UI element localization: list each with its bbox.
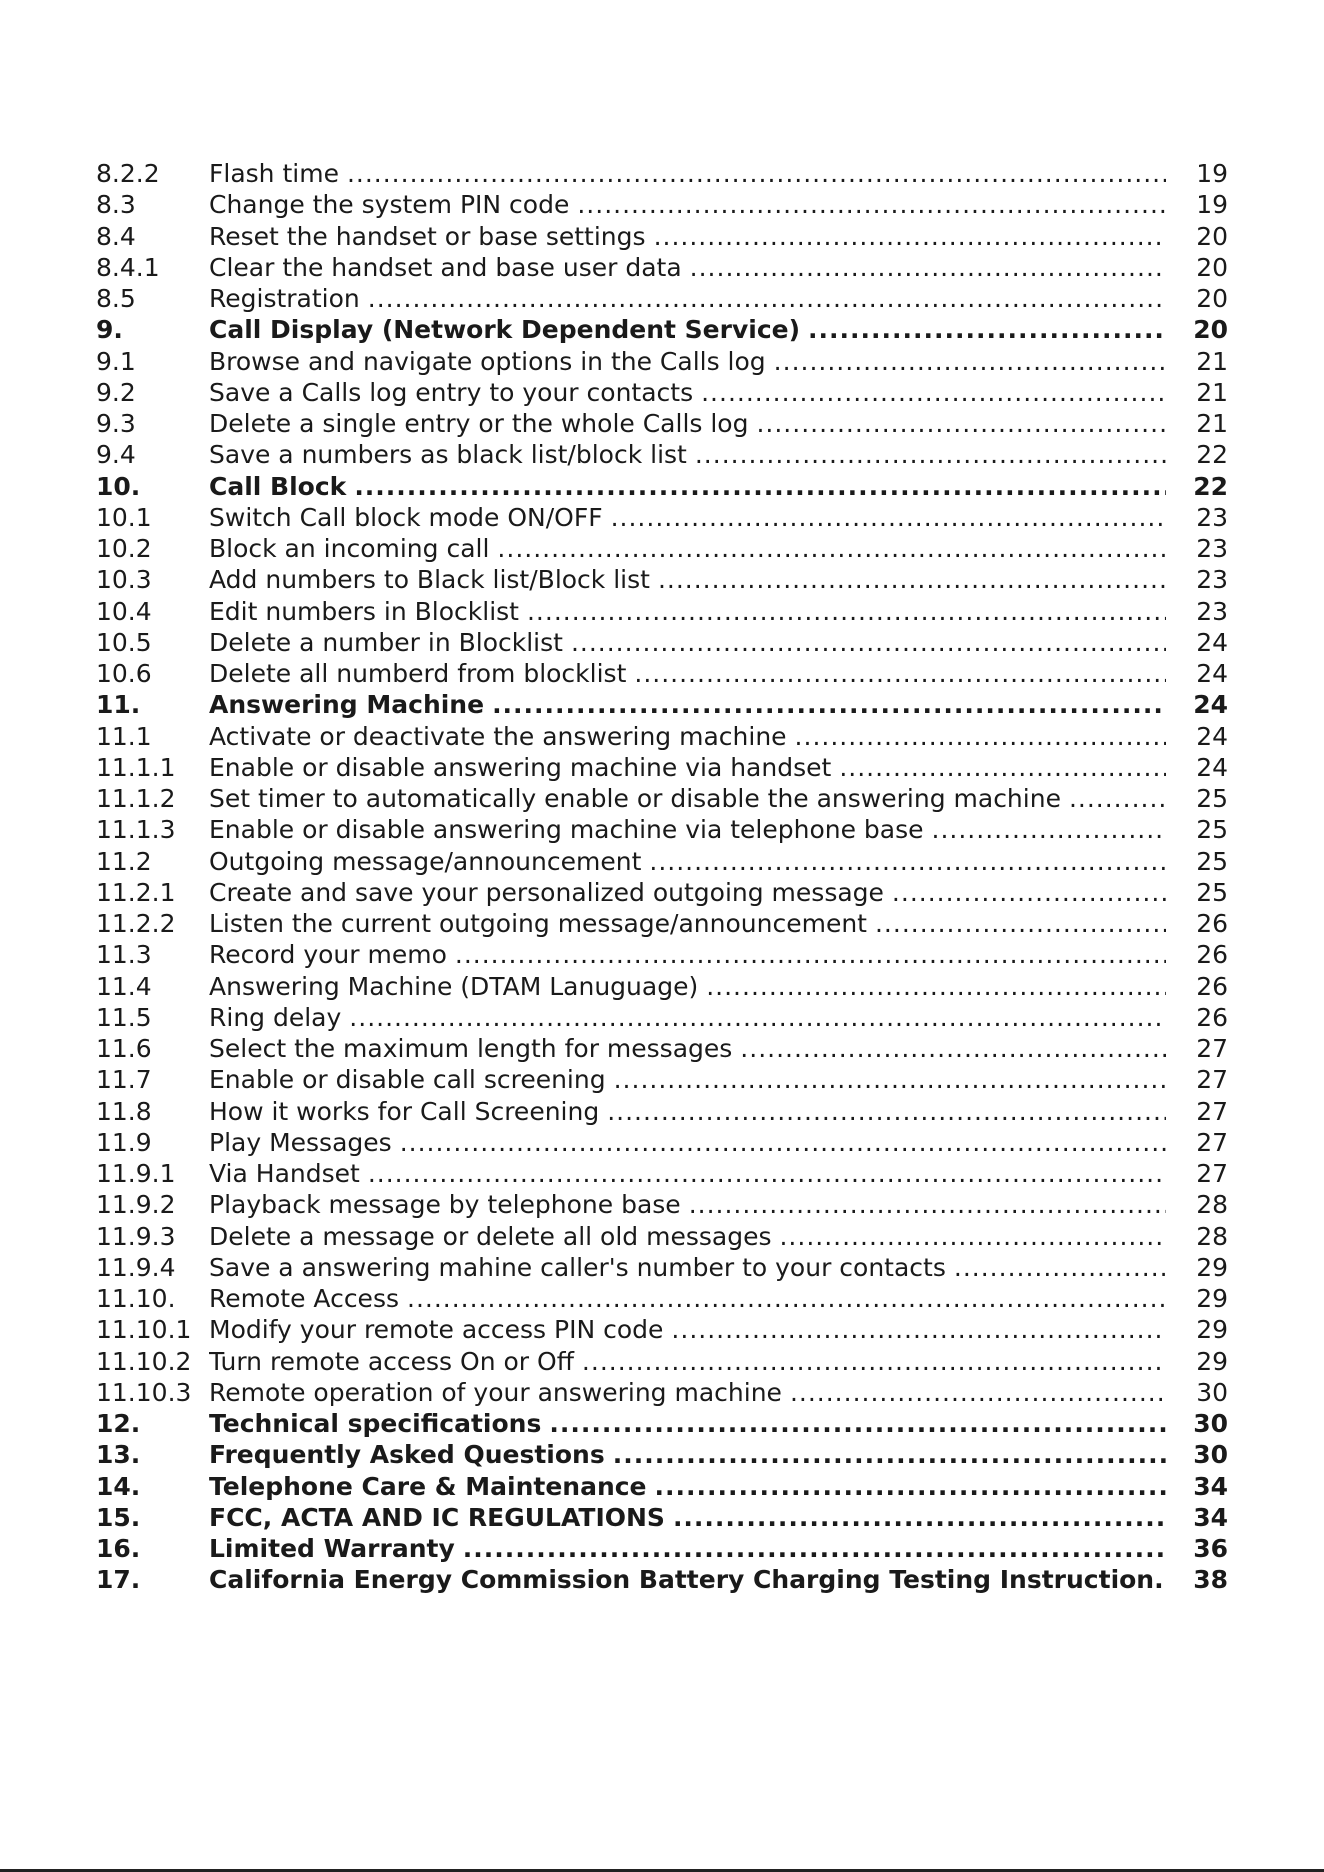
toc-subsection-row[interactable] [96,564,1228,595]
toc-entry-number: 10.3 [96,565,152,595]
toc-dot-leader [492,689,1166,720]
toc-entry-title: Remote Access [209,1284,399,1313]
toc-entry-title: Technical specifications [209,1409,542,1438]
toc-section-row[interactable] [96,471,1228,502]
toc-entry-number: 12. [96,1409,141,1438]
toc-subsection-row[interactable] [96,1346,1228,1377]
toc-section-row[interactable] [96,1564,1228,1595]
toc-dot-leader [790,1377,1166,1408]
toc-entry-page-number: 27 [1196,1159,1228,1188]
toc-entry-number: 10.6 [96,659,152,688]
toc-entry-page-number: 30 [1193,1409,1228,1438]
toc-subsection-row[interactable] [96,877,1228,908]
toc-entry-title-cell [209,1533,1166,1564]
toc-entry-title: Telephone Care & Maintenance [209,1471,647,1501]
toc-entry-title-cell [209,471,1166,502]
toc-dot-leader [613,1439,1166,1470]
toc-entry-title-cell [209,814,1166,845]
toc-dot-leader [400,1127,1166,1158]
toc-entry-page-number: 29 [1196,1284,1228,1313]
toc-entry-number: 11.10.1 [96,1315,192,1345]
toc-entry-page-number: 30 [1196,1377,1228,1407]
toc-entry-number: 10.1 [96,502,152,532]
toc-entry-page-number: 19 [1196,190,1228,220]
toc-section-row[interactable] [96,689,1228,720]
toc-dot-leader [774,346,1166,377]
toc-subsection-row[interactable] [96,408,1228,439]
toc-dot-leader [634,658,1166,689]
toc-entry-title: Save a Calls log entry to your contacts [209,377,694,407]
toc-entry-title-cell [209,252,1166,283]
toc-entry-page-number: 24 [1193,690,1228,720]
toc-entry-title-cell [209,1221,1166,1252]
toc-entry-title: Play Messages [209,1127,392,1157]
toc-entry-number: 11.1.3 [96,815,176,845]
toc-subsection-row[interactable] [96,1221,1228,1252]
toc-subsection-row[interactable] [96,377,1228,408]
toc-subsection-row[interactable] [96,814,1228,845]
toc-entry-title-cell [209,971,1166,1002]
toc-subsection-row[interactable] [96,283,1228,314]
toc-dot-leader [655,1471,1166,1502]
table-of-contents [96,158,1228,1596]
toc-entry-number: 15. [96,1502,141,1532]
toc-entry-title-cell [209,1252,1166,1283]
toc-dot-leader [756,408,1166,439]
toc-entry-page-number: 27 [1196,1096,1228,1126]
toc-entry-title-cell [209,564,1166,595]
toc-entry-number: 11.10. [96,1284,176,1313]
toc-entry-title-cell [209,221,1166,252]
toc-subsection-row[interactable] [96,752,1228,783]
toc-entry-number: 11.6 [96,1034,152,1063]
toc-entry-number: 11.2 [96,846,152,876]
toc-entry-number: 8.4.1 [96,252,160,282]
toc-entry-number: 11.2.2 [96,909,176,938]
toc-entry-page-number: 23 [1196,565,1228,595]
toc-entry-page-number: 28 [1196,1221,1228,1251]
toc-dot-leader [407,1283,1166,1314]
toc-entry-page-number: 34 [1193,1502,1228,1532]
toc-entry-title: Enable or disable answering machine via telephone base [209,815,924,845]
toc-entry-title: Activate or deactivate the answering machine [209,721,787,751]
toc-dot-leader [654,221,1166,252]
toc-subsection-row[interactable] [96,1033,1228,1064]
toc-entry-number: 14. [96,1471,141,1501]
toc-entry-page-number: 29 [1196,1346,1228,1376]
toc-entry-page-number: 23 [1196,534,1228,563]
toc-entry-number: 10.5 [96,627,152,657]
toc-entry-title: Answering Machine (DTAM Lanuguage) [209,971,699,1001]
toc-subsection-row[interactable] [96,846,1228,877]
toc-dot-leader [954,1252,1166,1283]
toc-dot-leader [611,502,1166,533]
toc-entry-title: Enable or disable call screening [209,1065,606,1095]
toc-entry-number: 11.1 [96,721,152,751]
toc-entry-number: 8.4 [96,221,136,251]
toc-entry-title-cell [209,314,1166,345]
toc-dot-leader [577,189,1166,220]
toc-entry-page-number: 36 [1193,1534,1228,1563]
toc-entry-title-cell [209,533,1166,564]
toc-entry-page-number: 21 [1196,377,1228,407]
toc-entry-number: 11.1.2 [96,784,176,813]
toc-dot-leader [695,439,1166,470]
toc-section-row[interactable] [96,314,1228,345]
toc-entry-number: 11.10.3 [96,1377,192,1407]
toc-dot-leader [795,721,1166,752]
toc-entry-title: Reset the handset or base settings [209,221,646,251]
toc-section-row[interactable] [96,1502,1228,1533]
toc-entry-title: Switch Call block mode ON/OFF [209,502,603,532]
toc-dot-leader [689,1189,1166,1220]
toc-entry-title-cell [209,158,1166,189]
toc-entry-title: Frequently Asked Questions [209,1440,605,1470]
toc-dot-leader [368,283,1166,314]
toc-entry-number: 8.5 [96,284,136,313]
toc-dot-leader [671,1314,1166,1345]
toc-entry-number: 11.2.1 [96,877,176,907]
toc-entry-page-number: 30 [1193,1440,1228,1470]
toc-entry-title-cell [209,658,1166,689]
toc-subsection-row[interactable] [96,971,1228,1002]
toc-entry-page-number: 26 [1196,940,1228,970]
toc-entry-title: Browse and navigate options in the Calls log [209,346,766,376]
toc-entry-page-number: 28 [1196,1190,1228,1220]
toc-dot-leader [779,1221,1166,1252]
toc-entry-title: Answering Machine [209,690,485,720]
toc-entry-title-cell [209,846,1166,877]
toc-entry-title: FCC, ACTA AND IC REGULATIONS [209,1502,665,1532]
toc-entry-title-cell [209,1439,1166,1470]
toc-entry-title-cell [209,908,1166,939]
toc-entry-title: Registration [209,284,360,313]
toc-entry-number: 17. [96,1565,141,1595]
toc-entry-title: Edit numbers in Blocklist [209,596,519,626]
toc-entry-page-number: 23 [1196,596,1228,626]
toc-subsection-row[interactable] [96,1189,1228,1220]
toc-entry-number: 9.1 [96,346,136,376]
toc-subsection-row[interactable] [96,533,1228,564]
toc-entry-title: Select the maximum length for messages [209,1034,733,1063]
toc-dot-leader [839,752,1166,783]
toc-entry-number: 11.9 [96,1127,152,1157]
toc-entry-number: 11.9.3 [96,1221,176,1251]
toc-entry-page-number: 20 [1196,284,1228,313]
toc-entry-page-number: 25 [1196,846,1228,876]
toc-entry-title-cell [209,1377,1166,1408]
toc-entry-title: Save a answering mahine caller's number to your contacts [209,1252,946,1282]
toc-entry-number: 13. [96,1440,141,1470]
toc-entry-number: 9. [96,315,123,345]
toc-entry-title-cell [209,877,1166,908]
toc-entry-title: Clear the handset and base user data [209,252,682,282]
toc-entry-title: Flash time [209,159,339,188]
toc-entry-number: 10. [96,471,141,501]
toc-subsection-row[interactable] [96,346,1228,377]
toc-entry-title-cell [209,346,1166,377]
toc-entry-title: Ring delay [209,1002,342,1032]
toc-entry-page-number: 22 [1196,440,1228,470]
toc-subsection-row[interactable] [96,221,1228,252]
toc-subsection-row[interactable] [96,596,1228,627]
toc-entry-title-cell [209,1096,1166,1127]
toc-entry-title-cell [209,689,1166,720]
toc-entry-number: 11.9.4 [96,1252,176,1282]
toc-entry-number: 10.4 [96,596,152,626]
toc-entry-title-cell [209,439,1166,470]
toc-entry-title-cell [209,1471,1166,1502]
toc-entry-title-cell [209,752,1166,783]
toc-subsection-row[interactable] [96,1377,1228,1408]
toc-entry-title-cell [209,1314,1166,1345]
toc-subsection-row[interactable] [96,908,1228,939]
toc-dot-leader [808,314,1166,345]
toc-dot-leader [571,627,1166,658]
toc-entry-title-cell [209,627,1166,658]
toc-entry-page-number: 29 [1196,1252,1228,1282]
toc-subsection-row[interactable] [96,1252,1228,1283]
toc-entry-page-number: 29 [1196,1315,1228,1345]
toc-dot-leader [607,1096,1166,1127]
toc-dot-leader [582,1346,1166,1377]
toc-entry-title: Delete all numberd from blocklist [209,659,627,688]
toc-entry-page-number: 24 [1196,721,1228,751]
toc-entry-title: Block an incoming call [209,534,490,563]
toc-entry-title: Turn remote access On or Off [209,1346,574,1376]
toc-dot-leader [875,908,1166,939]
toc-entry-title: Limited Warranty [209,1534,455,1563]
toc-entry-page-number: 27 [1196,1127,1228,1157]
toc-dot-leader [1069,783,1166,814]
toc-entry-title: Change the system PIN code [209,190,570,220]
toc-entry-number: 16. [96,1534,141,1563]
toc-section-row[interactable] [96,1408,1228,1439]
toc-entry-page-number: 26 [1196,1002,1228,1032]
toc-entry-number: 11.5 [96,1002,152,1032]
toc-dot-leader [673,1502,1166,1533]
toc-entry-title-cell [209,1064,1166,1095]
toc-subsection-row[interactable] [96,627,1228,658]
toc-entry-page-number: 38 [1193,1565,1228,1595]
toc-entry-title: California Energy Commission Battery Charging Testing Instruction. [209,1565,1164,1595]
toc-entry-title: Remote operation of your answering machine [209,1377,782,1407]
toc-entry-title: Call Block [209,471,347,501]
toc-dot-leader [892,877,1166,908]
toc-entry-title-cell [209,1408,1166,1439]
toc-dot-leader [347,158,1166,189]
toc-entry-number: 10.2 [96,534,152,563]
toc-entry-title: Add numbers to Black list/Block list [209,565,650,595]
toc-entry-title: Call Display (Network Dependent Service) [209,315,801,345]
toc-subsection-row[interactable] [96,658,1228,689]
toc-entry-title: Playback message by telephone base [209,1190,681,1220]
toc-section-row[interactable] [96,1471,1228,1502]
toc-entry-page-number: 24 [1196,627,1228,657]
toc-subsection-row[interactable] [96,252,1228,283]
toc-entry-title-cell [209,1283,1166,1314]
toc-entry-page-number: 21 [1196,409,1228,438]
toc-entry-title: Enable or disable answering machine via handset [209,752,832,782]
toc-dot-leader [549,1408,1166,1439]
toc-entry-title-cell [209,596,1166,627]
toc-subsection-row[interactable] [96,1314,1228,1345]
toc-entry-page-number: 25 [1196,877,1228,907]
toc-entry-title: Set timer to automatically enable or disable the answering machine [209,784,1061,813]
toc-entry-page-number: 34 [1193,1471,1228,1501]
toc-entry-page-number: 24 [1196,659,1228,688]
toc-entry-page-number: 25 [1196,784,1228,813]
toc-entry-title-cell [209,939,1166,970]
toc-subsection-row[interactable] [96,439,1228,470]
toc-subsection-row[interactable] [96,1283,1228,1314]
toc-entry-title: Record your memo [209,940,447,970]
toc-entry-number: 11.10.2 [96,1346,192,1376]
toc-entry-title: Save a numbers as black list/block list [209,440,687,470]
toc-entry-number: 11.9.2 [96,1190,176,1220]
toc-entry-title-cell [209,1033,1166,1064]
toc-dot-leader [368,1158,1166,1189]
toc-entry-title-cell [209,189,1166,220]
toc-entry-number: 9.2 [96,377,136,407]
toc-entry-title: Outgoing message/announcement [209,846,642,876]
toc-entry-number: 11.7 [96,1065,152,1095]
toc-entry-number: 11. [96,690,141,720]
toc-dot-leader [527,596,1166,627]
toc-subsection-row[interactable] [96,939,1228,970]
toc-subsection-row[interactable] [96,1158,1228,1189]
toc-subsection-row[interactable] [96,783,1228,814]
toc-section-row[interactable] [96,1439,1228,1470]
toc-entry-title-cell [209,377,1166,408]
toc-entry-page-number: 27 [1196,1065,1228,1095]
toc-entry-title-cell [209,783,1166,814]
toc-subsection-row[interactable] [96,1002,1228,1033]
toc-entry-title: Delete a message or delete all old messages [209,1221,772,1251]
toc-entry-number: 11.9.1 [96,1159,176,1188]
toc-dot-leader [455,939,1166,970]
toc-subsection-row[interactable] [96,189,1228,220]
toc-entry-page-number: 20 [1193,315,1228,345]
toc-entry-number: 11.3 [96,940,152,970]
toc-entry-title-cell [209,283,1166,314]
toc-entry-number: 11.8 [96,1096,152,1126]
toc-subsection-row[interactable] [96,1064,1228,1095]
toc-dot-leader [463,1533,1166,1564]
toc-entry-number: 11.1.1 [96,752,176,782]
toc-entry-title: Create and save your personalized outgoing message [209,877,884,907]
toc-dot-leader [706,971,1166,1002]
toc-entry-title-cell [209,1346,1166,1377]
toc-entry-title: Via Handset [209,1159,360,1188]
toc-subsection-row[interactable] [96,721,1228,752]
toc-entry-page-number: 26 [1196,971,1228,1001]
toc-dot-leader [701,377,1166,408]
toc-entry-title: Modify your remote access PIN code [209,1315,664,1345]
toc-entry-title: Delete a number in Blocklist [209,627,563,657]
toc-entry-page-number: 24 [1196,752,1228,782]
toc-subsection-row[interactable] [96,158,1228,189]
toc-entry-page-number: 27 [1196,1034,1228,1063]
toc-entry-number: 9.3 [96,409,136,438]
toc-dot-leader [658,564,1166,595]
toc-entry-page-number: 26 [1196,909,1228,938]
toc-entry-title: Delete a single entry or the whole Calls log [209,409,749,438]
toc-dot-leader [497,533,1166,564]
toc-dot-leader [690,252,1166,283]
toc-dot-leader [354,471,1166,502]
toc-entry-page-number: 19 [1196,159,1228,188]
toc-dot-leader [349,1002,1166,1033]
toc-entry-title-cell [209,721,1166,752]
toc-entry-number: 8.2.2 [96,159,160,188]
toc-entry-number: 8.3 [96,190,136,220]
toc-entry-title-cell [209,1189,1166,1220]
toc-section-row[interactable] [96,1533,1228,1564]
toc-entry-number: 11.4 [96,971,152,1001]
toc-entry-title: How it works for Call Screening [209,1096,600,1126]
toc-entry-title-cell [209,1158,1166,1189]
toc-entry-page-number: 20 [1196,221,1228,251]
toc-entry-number: 9.4 [96,440,136,470]
toc-entry-title-cell [209,1002,1166,1033]
toc-entry-title: Listen the current outgoing message/announcement [209,909,867,938]
toc-subsection-row[interactable] [96,502,1228,533]
toc-entry-page-number: 23 [1196,502,1228,532]
toc-subsection-row[interactable] [96,1096,1228,1127]
toc-entry-page-number: 21 [1196,346,1228,376]
toc-entry-title-cell [209,1502,1166,1533]
toc-entry-title-cell [209,408,1166,439]
toc-dot-leader [614,1064,1166,1095]
toc-entry-title-cell [209,502,1166,533]
toc-entry-page-number: 20 [1196,252,1228,282]
toc-entry-title-cell [209,1127,1166,1158]
toc-subsection-row[interactable] [96,1127,1228,1158]
toc-entry-title-cell [209,1564,1166,1595]
toc-entry-page-number: 25 [1196,815,1228,845]
toc-dot-leader [932,814,1166,845]
toc-dot-leader [649,846,1166,877]
toc-dot-leader [740,1033,1166,1064]
toc-entry-page-number: 22 [1193,471,1228,501]
